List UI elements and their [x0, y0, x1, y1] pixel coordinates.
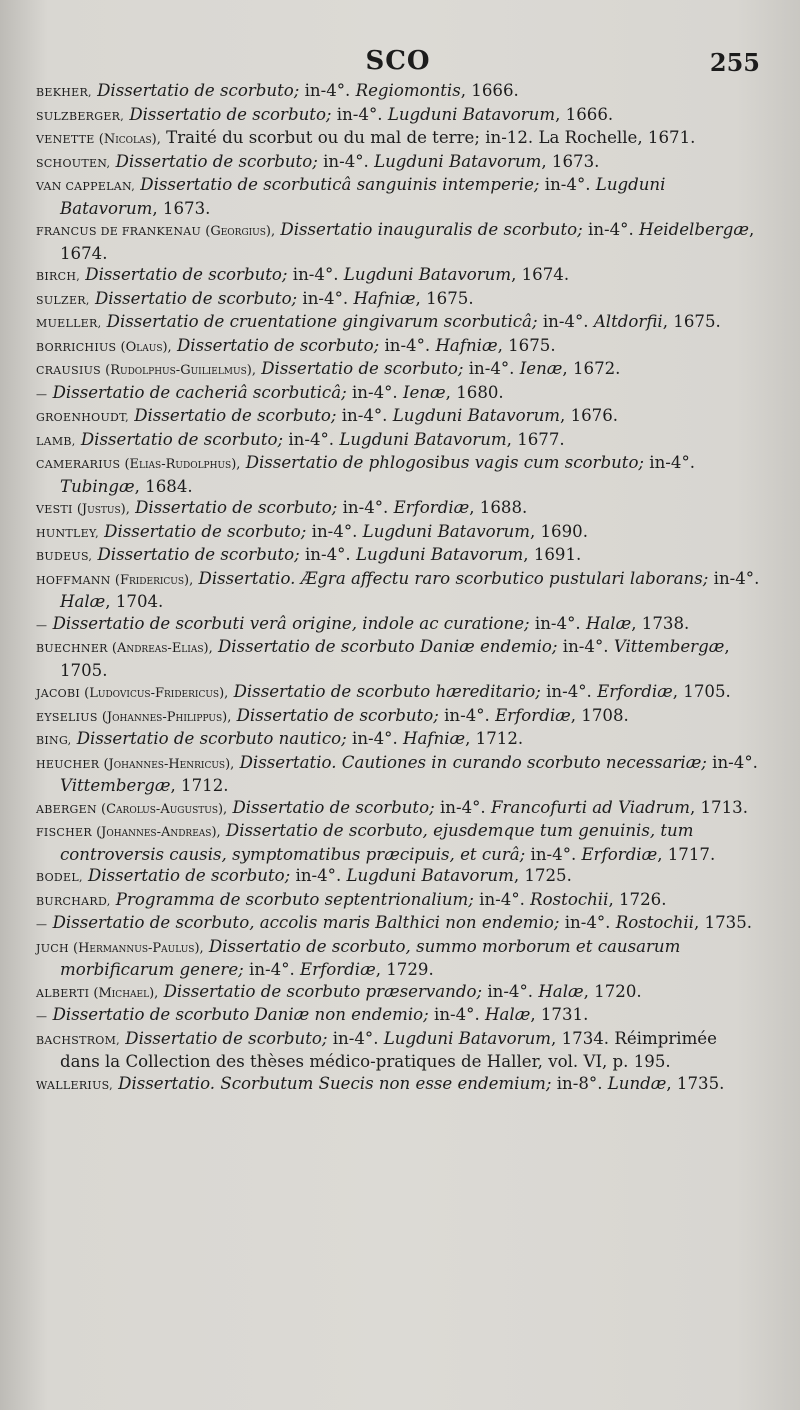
entry-title: Dissertatio de scorbuto; — [129, 498, 338, 517]
entry-place: Lugduni Batavorum — [346, 866, 514, 885]
entry-given-name: (Johannes-Henricus), — [99, 756, 235, 772]
entry-place: Francofurti ad Viadrum — [490, 797, 690, 817]
entry-title: Dissertatio de scorbuto; — [82, 866, 291, 885]
entry-place: Vittembergæ — [613, 637, 725, 656]
entry-given-name: (Elias-Rudolphus), — [120, 457, 241, 472]
entry-author: FRANCUS DE FRANKENAU — [36, 225, 202, 238]
entry-title: Dissertatio. Scorbutum Suecis non esse endemium; — [112, 1073, 552, 1093]
entry-date: , 1708. — [570, 705, 629, 725]
entry-date: , 1666. — [555, 104, 614, 124]
entry-author: LAMB, — [36, 434, 76, 448]
bibliography-entry — [36, 127, 760, 151]
page-number: 255 — [709, 48, 760, 77]
entry-author: SCHOUTEN, — [36, 156, 111, 170]
entry-date: , 1705. — [672, 682, 731, 701]
entry-title: Dissertatio de scorbuto, accolis maris Balthici non endemio; — [47, 913, 560, 932]
running-head: SCO — [365, 46, 431, 76]
entry-format: in-4°. — [557, 637, 614, 656]
entry-date: , 1735. — [666, 1073, 725, 1093]
entry-place: Lugduni Batavorum — [355, 545, 524, 564]
entry-title: Dissertatio de scorbuto; — [110, 151, 318, 171]
entry-date: , 1680. — [445, 382, 504, 402]
entry-title: Dissertatio. Cautiones in curando scorbuto necessariæ; — [234, 752, 707, 772]
entry-author: CRAUSIUS — [36, 364, 101, 377]
bibliography-entry — [36, 358, 760, 382]
bibliography-entry — [36, 219, 760, 264]
entry-title: Dissertatio de scorbuto, summo morborum et causarum morbificarum genere; — [60, 936, 681, 979]
entry-title: Dissertatio de scorbuto; — [89, 288, 298, 308]
entry-given-name: (Hermannus-Paulus), — [68, 940, 204, 956]
entry-format: in-4°. — [346, 729, 404, 748]
entry-format: in-4°. — [706, 752, 758, 772]
entry-format: in-4°. — [337, 498, 394, 517]
entry-date: , 1673. — [152, 198, 211, 218]
entry-given-name: (Rudolphus-Guilielmus), — [101, 363, 256, 378]
entry-place: Lugduni Batavorum — [383, 1028, 552, 1048]
entry-title: Dissertatio de scorbuto Daniæ non endemio; — [47, 1005, 429, 1024]
bibliography-entry — [36, 104, 760, 128]
entry-place: Hafniæ — [435, 335, 498, 355]
entry-date: , 1726. — [608, 889, 667, 909]
entry-author: CAMERARIUS — [36, 458, 121, 471]
entry-title: Dissertatio de scorbuto Daniæ endemio; — [212, 637, 558, 656]
entry-author: — — [36, 918, 48, 931]
entry-author: BIRCH, — [36, 270, 81, 283]
entry-date: , 1684. — [134, 476, 193, 496]
entry-date: , 1666. — [460, 81, 519, 100]
entry-date: , 1729. — [375, 960, 434, 979]
entry-place: Rostochii — [530, 889, 609, 909]
entry-date: , 1713. — [689, 797, 749, 817]
bibliography-entry — [36, 865, 760, 889]
bibliography-entry — [36, 889, 760, 913]
entry-title: Dissertatio de scorbuto; — [91, 81, 300, 100]
entry-date: , 1675. — [497, 335, 556, 355]
entry-title: Dissertatio de scorbuto; — [227, 797, 435, 817]
bibliography-list — [36, 80, 760, 1096]
entry-author: JACOBI — [36, 687, 81, 700]
entry-place: Lugduni Batavorum — [392, 406, 561, 425]
entry-format: in-4°. — [299, 81, 356, 100]
entry-date: , 1675. — [415, 288, 474, 308]
entry-author: HUNTLEY, — [36, 526, 99, 540]
entry-given-name: (Nicolas), — [94, 132, 161, 147]
entry-format: in-4°. — [331, 104, 388, 124]
entry-date: , 1691. — [523, 545, 582, 564]
entry-author: BEKHER, — [36, 86, 92, 99]
bibliography-entry — [36, 544, 760, 568]
entry-place: Halæ — [60, 592, 106, 611]
entry-title: Dissertatio de phlogosibus vagis cum scorbuto; — [240, 453, 645, 472]
entry-format: in-4°. — [299, 545, 356, 564]
entry-title: Dissertatio de scorbuto; — [92, 545, 300, 564]
entry-author: VESTI — [36, 503, 73, 516]
entry-author: MUELLER, — [36, 317, 102, 330]
bibliography-entry — [36, 429, 760, 453]
entry-format: in-4°. — [346, 382, 403, 402]
entry-place: Regiomontis — [355, 81, 461, 100]
bibliography-entry — [36, 405, 760, 429]
entry-date: , 1688. — [469, 498, 528, 517]
entry-given-name: (Andreas-Elias), — [107, 641, 213, 656]
entry-author: HOFFMANN — [36, 573, 111, 587]
entry-title: Dissertatio inauguralis de scorbuto; — [275, 220, 583, 239]
entry-author: — — [36, 1010, 48, 1023]
entry-date: , 1674. — [511, 265, 570, 284]
entry-format: in-4°. — [287, 265, 344, 284]
entry-format: in-4°. — [317, 151, 375, 171]
entry-given-name: (Johannes-Philippus), — [97, 709, 232, 725]
entry-place: Erfordiæ — [597, 682, 673, 701]
entry-author: SULZBERGER, — [36, 109, 125, 123]
bibliography-entry — [36, 636, 760, 681]
bibliography-entry — [36, 174, 760, 219]
entry-author: HEUCHER — [36, 757, 100, 771]
entry-place: Lugduni Batavorum — [343, 265, 512, 284]
entry-date: , 1717. — [657, 844, 716, 864]
entry-title: Dissertatio de scorbuto; — [128, 406, 337, 425]
entry-place: Ienæ — [519, 359, 563, 378]
entry-date: , 1738. — [631, 613, 690, 633]
bibliography-entry — [36, 1073, 760, 1097]
bibliography-entry — [36, 752, 760, 797]
entry-place: Erfordiæ — [300, 960, 376, 979]
entry-format: in-4°. — [539, 175, 596, 194]
entry-author: FISCHER — [36, 826, 92, 839]
entry-date: , 1712. — [465, 729, 524, 748]
entry-format: in-4°. — [438, 705, 496, 725]
entry-place: Lugduni Batavorum — [362, 521, 530, 541]
entry-place: Hafniæ — [403, 729, 466, 748]
entry-format: Traité du scorbut ou du mal de terre; in-12. La Rochelle, 1671. — [160, 128, 696, 147]
entry-date: , 1675. — [662, 312, 721, 331]
entry-author: BING, — [36, 734, 72, 747]
entry-title: Dissertatio de scorbuto hæreditario; — [228, 682, 541, 701]
entry-author: — — [36, 387, 48, 401]
entry-title: Dissertatio de scorbuto, ejusdemque tum genuinis, tum controversis causis, symptomatibus præcipuis, et curâ; — [60, 821, 694, 864]
bibliography-entry — [36, 452, 760, 497]
bibliography-entry — [36, 497, 760, 521]
bibliography-entry — [36, 382, 760, 406]
entry-place: Erfordiæ — [495, 705, 571, 725]
entry-given-name: (Johannes-Andreas), — [91, 825, 221, 840]
bibliography-entry — [36, 912, 760, 936]
bibliography-entry — [36, 728, 760, 752]
entry-place: Rostochii — [615, 913, 694, 932]
entry-date: , 1731. — [530, 1005, 589, 1024]
entry-place: Ienæ — [402, 382, 446, 402]
entry-author: BODEL, — [36, 871, 83, 884]
entry-title: Dissertatio de cacheriâ scorbuticâ; — [47, 382, 347, 402]
entry-date: , 1676. — [560, 406, 619, 425]
entry-format: in-4°. — [559, 913, 616, 932]
entry-format: in-4°. — [463, 359, 520, 378]
entry-author: SULZER, — [36, 293, 90, 307]
entry-author: GROENHOUDT, — [36, 411, 129, 424]
bibliography-entry — [36, 521, 760, 545]
entry-author: BUECHNER — [36, 642, 108, 655]
entry-format: in-4°. — [290, 866, 347, 885]
entry-date: , 1674. — [60, 220, 755, 263]
bibliography-entry — [36, 151, 760, 175]
entry-title: Dissertatio de scorbuto; — [231, 705, 439, 725]
entry-date: , 1725. — [513, 866, 572, 885]
entry-given-name: (Justus), — [72, 502, 130, 517]
entry-place: Lugduni Batavorum — [387, 104, 556, 124]
entry-place: Hafniæ — [353, 288, 416, 308]
entry-date: , 1672. — [562, 359, 621, 378]
entry-format: in-4°. — [306, 521, 363, 541]
entry-date: , 1735. — [693, 913, 753, 932]
bibliography-entry — [36, 264, 760, 288]
entry-date: , 1712. — [170, 776, 229, 795]
entry-author: BACHSTROM, — [36, 1033, 120, 1047]
entry-date: , 1673. — [541, 151, 600, 171]
entry-author: WALLERIUS, — [36, 1078, 113, 1092]
bibliography-entry — [36, 936, 760, 981]
bibliography-entry — [36, 1028, 760, 1073]
entry-author: BURCHARD, — [36, 894, 111, 908]
entry-place: Altdorfii — [593, 312, 663, 331]
entry-format: in-4°. — [482, 981, 539, 1001]
entry-author: JUCH — [36, 941, 69, 955]
entry-title: Dissertatio de scorbuto; — [119, 1028, 328, 1048]
bibliography-entry — [36, 335, 760, 359]
entry-title: Dissertatio de cruentatione gingivarum scorbuticâ; — [101, 312, 538, 331]
entry-title: Dissertatio de scorbuto nautico; — [71, 729, 347, 748]
entry-format: in-4°. — [644, 453, 696, 472]
entry-place: Halæ — [585, 613, 632, 633]
entry-place: Erfordiæ — [393, 498, 470, 517]
entry-place: Halæ — [538, 981, 584, 1001]
entry-format: in-4°. — [283, 429, 340, 449]
entry-format: in-4°. — [537, 312, 594, 331]
entry-title: Dissertatio de scorbuto; — [124, 104, 332, 124]
entry-author: — — [36, 618, 48, 632]
bibliography-entry — [36, 568, 760, 613]
entry-title: Programma de scorbuto septentrionalium; — [110, 889, 474, 909]
entry-format: in-4°. — [297, 288, 354, 308]
entry-format: in-4°. — [434, 797, 491, 817]
entry-date: , 1690. — [529, 521, 589, 541]
entry-format: in-4°. — [473, 889, 531, 909]
entry-date: , 1677. — [506, 429, 565, 449]
entry-place: Lugduni Batavorum — [374, 151, 542, 171]
entry-place: Lugduni Batavorum — [60, 175, 666, 218]
entry-format: in-4°. — [582, 220, 640, 239]
bibliography-entry — [36, 981, 760, 1005]
entry-format: in-8°. — [551, 1073, 608, 1093]
entry-author: ALBERTI — [36, 986, 90, 1000]
entry-given-name: (Carolus-Augustus), — [96, 801, 228, 817]
entry-format: in-4°. — [540, 682, 598, 701]
entry-format: in-4°. — [529, 613, 586, 633]
entry-place: Halæ — [485, 1005, 531, 1024]
entry-title: Dissertatio de scorbuto; — [75, 429, 284, 449]
entry-format: in-4°. — [708, 568, 760, 588]
entry-place: Lundæ — [607, 1073, 667, 1093]
entry-title: Dissertatio de scorbuticâ sanguinis intemperie; — [135, 175, 540, 194]
entry-title: Dissertatio de scorbuti verâ origine, indole ac curatione; — [47, 613, 530, 633]
bibliography-entry — [36, 311, 760, 335]
entry-title: Dissertatio de scorbuto; — [80, 265, 288, 284]
entry-place: Lugduni Batavorum — [339, 429, 507, 449]
entry-given-name: (Georgius), — [201, 224, 276, 239]
entry-author: VENETTE — [36, 133, 95, 146]
entry-place: Tubingæ — [60, 476, 135, 496]
bibliography-entry — [36, 705, 760, 729]
entry-given-name: (Olaus), — [116, 339, 172, 355]
bibliography-entry — [36, 1004, 760, 1028]
entry-title: Dissertatio de scorbuto; — [171, 335, 380, 355]
entry-format: in-4°. — [336, 406, 393, 425]
entry-title: Dissertatio. Ægra affectu raro scorbutico pustulari laborans; — [193, 568, 709, 588]
page-header — [36, 46, 760, 84]
bibliography-entry — [36, 681, 760, 705]
entry-title: Dissertatio de scorbuto præservando; — [158, 981, 483, 1001]
bibliography-entry — [36, 613, 760, 637]
entry-author: ABERGEN — [36, 802, 97, 816]
entry-format: in-4°. — [379, 335, 436, 355]
entry-author: BORRICHIUS — [36, 340, 117, 354]
entry-title: Dissertatio de scorbuto; — [255, 359, 464, 378]
entry-date: , 1704. — [105, 592, 164, 611]
bibliography-entry — [36, 820, 760, 865]
entry-date: , 1720. — [583, 981, 642, 1001]
entry-date: , 1734. Réimprimée dans la Collection des thèses médico-pratiques de Haller, vol. VI, p. 195. — [60, 1028, 717, 1071]
entry-format: in-4°. — [428, 1005, 486, 1024]
entry-author: BUDEUS, — [36, 550, 93, 563]
entry-format: in-4°. — [327, 1028, 384, 1048]
entry-author: EYSELIUS — [36, 710, 98, 724]
entry-date: , 1705. — [60, 637, 730, 680]
bibliography-entry — [36, 288, 760, 312]
entry-place: Heidelbergæ — [639, 220, 749, 239]
bibliography-entry — [36, 797, 760, 821]
entry-format: in-4°. — [525, 844, 582, 864]
entry-place: Vittembergæ — [60, 776, 171, 795]
entry-format: in-4°. — [243, 960, 301, 979]
entry-author: VAN CAPPELAN, — [36, 180, 136, 193]
entry-place: Erfordiæ — [581, 844, 658, 864]
entry-given-name: (Ludovicus-Fridericus), — [80, 686, 229, 701]
entry-given-name: (Fridericus), — [110, 572, 194, 588]
entry-given-name: (Michael), — [89, 985, 159, 1001]
entry-title: Dissertatio de scorbuto; — [98, 521, 307, 541]
